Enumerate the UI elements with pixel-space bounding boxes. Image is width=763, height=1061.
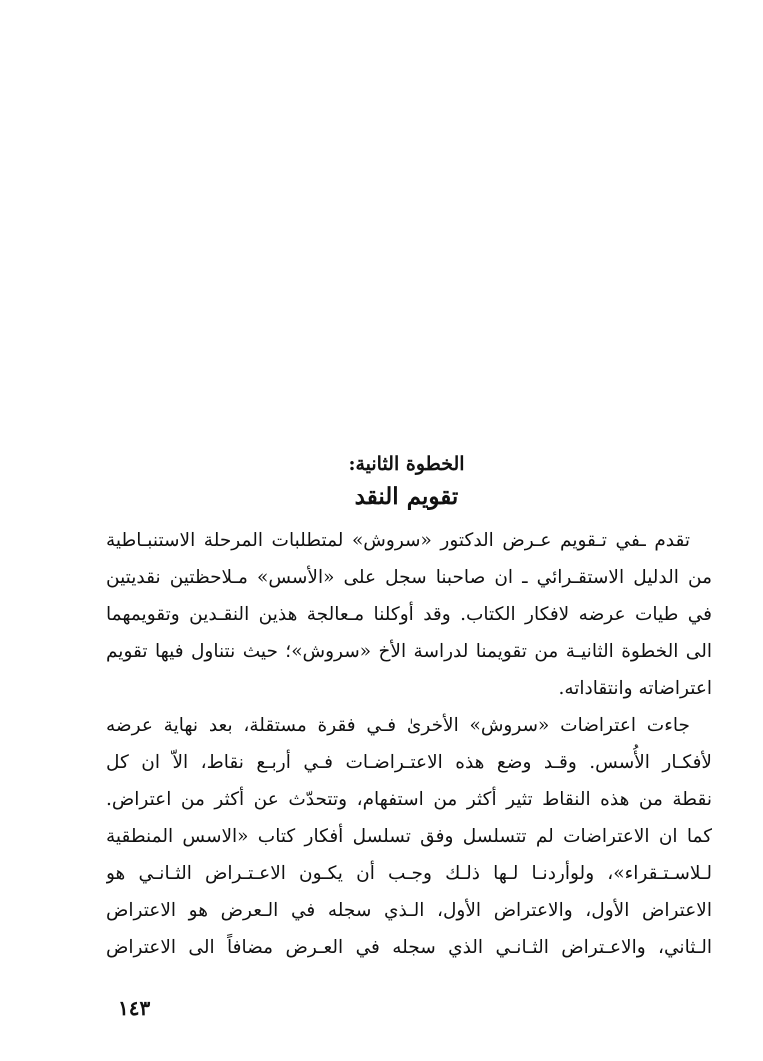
text-line: الـثاني، والاعـتراض الثـانـي الذي سجله في العـرض مضافاً الى الاعتراض xyxy=(106,937,712,958)
text-line: لأفكـار الأُسس. وقـد وضع هذه الاعتـراضـات فـي أربـع نقاط، الاّ ان كل xyxy=(106,752,712,773)
text-line: الاعتراض الأول، والاعتراض الأول، الـذي سجله في الـعرض هو الاعتراض xyxy=(106,900,712,921)
page-number: ١٤٣ xyxy=(118,996,151,1020)
text-line: تقدم ـفي تـقويم عـرض الدكتور «سروش» لمتطلبات المرحلة الاستنبـاطية xyxy=(106,530,690,551)
body-text xyxy=(106,522,712,966)
text-line: جاءت اعتراضات «سروش» الأخرىٰ فـي فقرة مستقلة، بعد نهاية عرضه xyxy=(106,715,690,736)
text-line: الى الخطوة الثانيـة من تقويمنا لدراسة الأخ «سروش»؛ حيث نتناول فيها تقويم xyxy=(106,641,712,662)
text-line: كما ان الاعتراضات لم تتسلسل وفق تسلسل أفكار كتاب «الاسس المنطقية xyxy=(106,826,712,847)
text-line: لـلاسـتـقراء»، ولوأردنـا لـها ذلـك وجـب أن يكـون الاعـتـراض الثـانـي هو xyxy=(106,863,712,884)
text-line: في طيات عرضه لافكار الكتاب. وقد أوكلنا مـعالجة هذين النقـدين وتقويمهما xyxy=(106,604,712,625)
section-heading xyxy=(0,450,763,514)
paragraph-1 xyxy=(106,522,712,707)
text-line: من الدليل الاستقـرائي ـ ان صاحبنا سجل على «الأسس» مـلاحظتين نقديتين xyxy=(106,567,712,588)
paragraph-2 xyxy=(106,707,712,966)
section-label: الخطوة الثانية: xyxy=(348,453,465,475)
text-line: نقطة من هذه النقاط تثير أكثر من استفهام، وتتحدّث عن أكثر من اعتراض. xyxy=(106,789,712,810)
section-title: تقويم النقد xyxy=(354,483,459,510)
text-line: اعتراضاته وانتقاداته. xyxy=(558,678,712,699)
